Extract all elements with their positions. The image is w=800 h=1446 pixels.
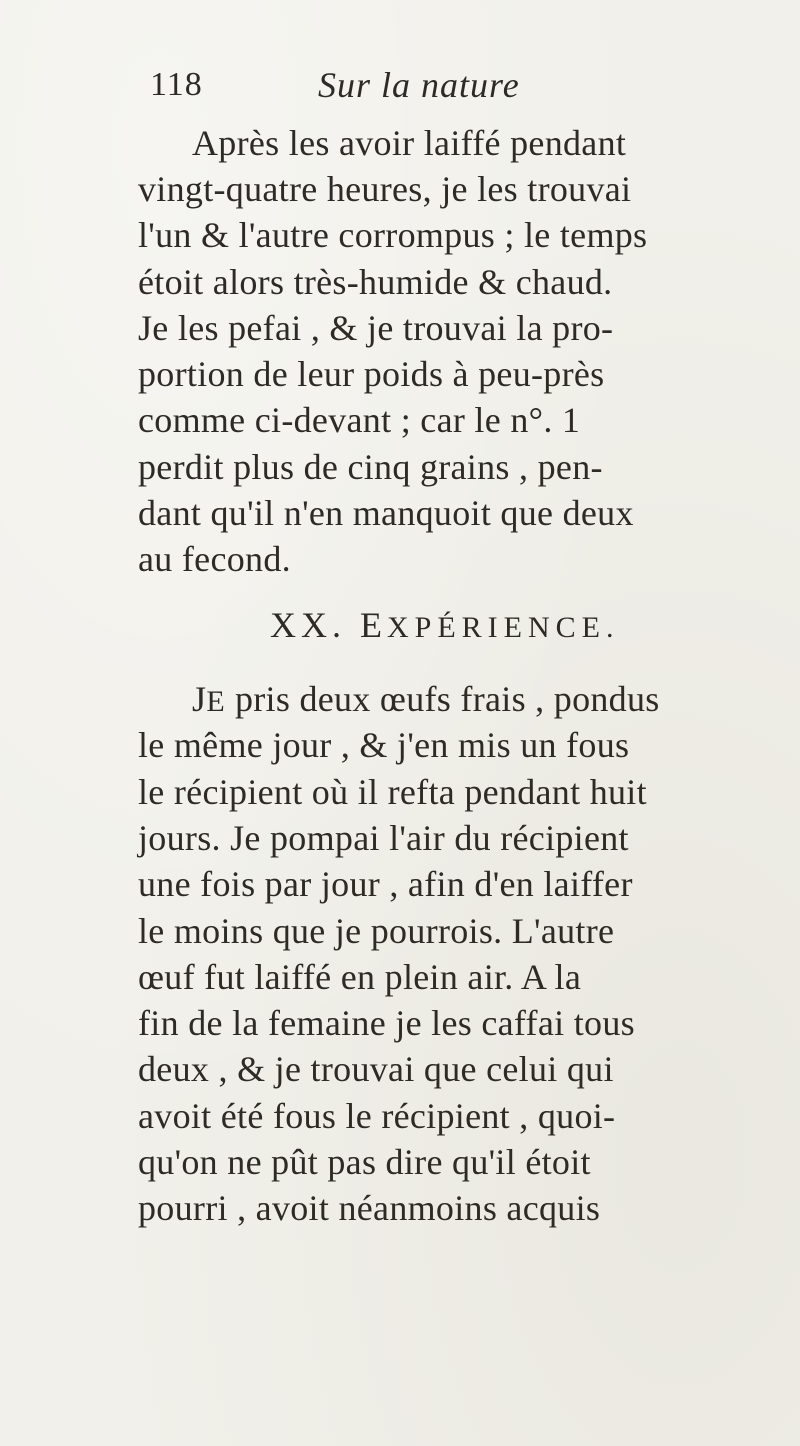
paragraph-line: jours. Je pompai l'air du récipient [138,818,629,858]
first-word-rest: E [206,685,226,718]
paragraph-line: perdit plus de cinq grains , pen- [138,447,603,487]
paragraph-line: deux , & je trouvai que celui qui [138,1049,614,1089]
section-numeral: XX. [270,605,346,645]
paragraph-line: le récipient où il refta pendant huit [138,772,647,812]
running-head-title: Sur la nature [318,65,520,105]
running-head [150,66,790,114]
paragraph-line: œuf fut laiffé en plein air. A la [138,957,582,997]
section-heading [270,604,620,646]
paragraph-line: une fois par jour , afin d'en laiffer [138,864,633,904]
first-word-initial: J [192,679,207,719]
paragraph-line: avoit été fous le récipient , quoi- [138,1096,616,1136]
paragraph-line: vingt-quatre heures, je les trouvai [138,169,632,209]
first-line-rest: pris deux œufs frais , pondus [225,679,660,719]
paragraph-line: fin de la femaine je les caffai tous [138,1003,635,1043]
paragraph-line: pourri , avoit néanmoins acquis [138,1188,601,1228]
paragraph-line: l'un & l'autre corrompus ; le temps [138,215,648,255]
paragraph-line: le moins que je pourrois. L'autre [138,911,615,951]
section-title-initial: E [360,605,387,645]
paragraph-line: le même jour , & j'en mis un fous [138,725,630,765]
paragraph-line: portion de leur poids à peu-près [138,354,605,394]
paragraph-line: comme ci-devant ; car le n°. 1 [138,400,581,440]
paragraph-first-line [192,678,660,720]
paragraph-line: étoit alors très-humide & chaud. [138,262,613,302]
paragraph-line: qu'on ne pût pas dire qu'il étoit [138,1142,591,1182]
paragraph-line: dant qu'il n'en manquoit que deux [138,493,634,533]
paragraph-line: au fecond. [138,539,291,579]
paragraph-line: Je les pefai , & je trouvai la pro- [138,308,614,348]
page-number: 118 [150,66,203,103]
section-title-rest: XPÉRIENCE. [387,611,620,644]
paragraph-line: Après les avoir laiffé pendant [192,123,627,163]
